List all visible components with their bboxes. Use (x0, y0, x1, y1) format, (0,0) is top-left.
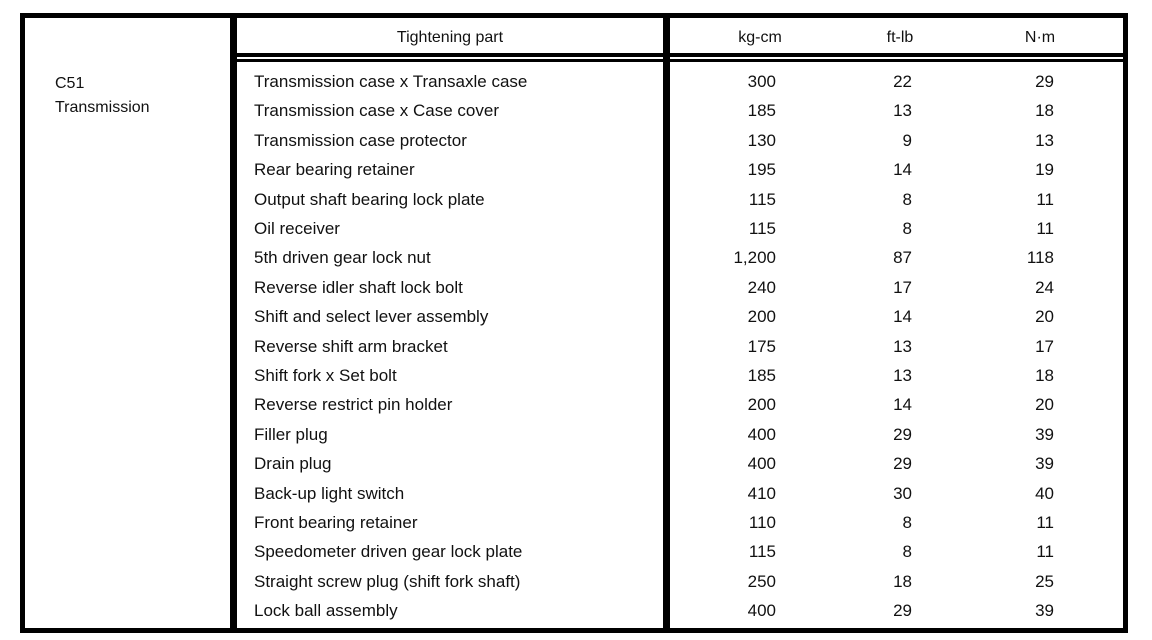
part-cell: Rear bearing retainer (254, 160, 415, 180)
kg-cm-cell: 115 (748, 542, 776, 562)
table-row (0, 425, 1152, 454)
part-cell: Shift fork x Set bolt (254, 366, 397, 385)
n-m-cell: 118 (1026, 248, 1054, 268)
kg-cm-cell: 200 (747, 395, 776, 415)
table-row (0, 219, 1152, 248)
table-row (0, 278, 1152, 307)
ft-lb-cell: 22 (893, 72, 912, 91)
kg-cm-cell: 130 (747, 130, 776, 150)
n-m-cell: 20 (1035, 307, 1054, 327)
kg-cm-cell: 115 (748, 189, 776, 209)
kg-cm-cell: 185 (747, 101, 776, 121)
part-cell: Reverse restrict pin holder (254, 395, 453, 415)
kg-cm-cell: 185 (747, 366, 776, 385)
header-part: Tightening part (396, 29, 504, 46)
ft-lb-cell: 87 (893, 248, 912, 268)
n-m-cell: 17 (1035, 336, 1054, 356)
ft-lb-cell: 14 (893, 395, 912, 415)
header-underline-2 (237, 59, 1123, 62)
n-m-cell: 11 (1036, 542, 1054, 562)
table-row (0, 307, 1152, 336)
table-row (0, 572, 1152, 601)
kg-cm-cell: 200 (747, 307, 776, 327)
part-cell: Back-up light switch (254, 483, 405, 503)
kg-cm-cell: 410 (747, 483, 776, 503)
table-row (0, 72, 1152, 101)
table-row (0, 601, 1152, 630)
n-m-cell: 11 (1036, 189, 1054, 209)
part-cell: Lock ball assembly (254, 601, 398, 621)
ft-lb-cell: 8 (902, 542, 912, 562)
kg-cm-cell: 115 (748, 219, 776, 238)
kg-cm-cell: 240 (747, 277, 776, 297)
table-row (0, 542, 1152, 571)
n-m-cell: 39 (1035, 454, 1054, 474)
header-kg-cm: kg-cm (738, 29, 782, 46)
kg-cm-cell: 300 (747, 72, 776, 91)
ft-lb-cell: 29 (893, 454, 912, 474)
part-cell: Reverse shift arm bracket (254, 336, 448, 356)
kg-cm-cell: 400 (747, 454, 776, 474)
kg-cm-cell: 400 (747, 601, 776, 621)
n-m-cell: 20 (1035, 395, 1054, 415)
category-name: Transmission (55, 99, 150, 116)
kg-cm-cell: 195 (747, 160, 776, 180)
header-n-m: N·m (1024, 29, 1056, 46)
n-m-cell: 19 (1035, 160, 1054, 180)
part-cell: Transmission case x Case cover (254, 101, 500, 121)
table-row (0, 190, 1152, 219)
n-m-cell: 24 (1035, 277, 1054, 297)
table-row (0, 513, 1152, 542)
ft-lb-cell: 29 (893, 424, 912, 444)
table-row (0, 484, 1152, 513)
ft-lb-cell: 18 (893, 571, 912, 591)
part-cell: Output shaft bearing lock plate (254, 189, 485, 209)
part-cell: Front bearing retainer (254, 513, 418, 532)
ft-lb-cell: 17 (893, 277, 912, 297)
category-code: C51 (55, 75, 85, 92)
part-cell: Oil receiver (254, 219, 340, 238)
table-row (0, 395, 1152, 424)
ft-lb-cell: 14 (893, 160, 912, 180)
n-m-cell: 11 (1036, 219, 1054, 238)
ft-lb-cell: 29 (893, 601, 912, 621)
n-m-cell: 39 (1035, 424, 1054, 444)
header-ft-lb: ft-lb (886, 29, 914, 46)
n-m-cell: 18 (1035, 101, 1054, 121)
header-underline (237, 53, 1123, 57)
n-m-cell: 13 (1035, 130, 1054, 150)
part-cell: Reverse idler shaft lock bolt (254, 277, 463, 297)
table-row (0, 248, 1152, 277)
kg-cm-cell: 1,200 (733, 248, 776, 268)
n-m-cell: 11 (1036, 513, 1054, 532)
table-row (0, 337, 1152, 366)
ft-lb-cell: 9 (902, 130, 912, 150)
ft-lb-cell: 13 (893, 101, 912, 121)
part-cell: Transmission case x Transaxle case (254, 72, 528, 91)
kg-cm-cell: 400 (747, 424, 776, 444)
table-row (0, 131, 1152, 160)
n-m-cell: 18 (1035, 366, 1054, 385)
ft-lb-cell: 14 (893, 307, 912, 327)
part-cell: Transmission case protector (254, 130, 467, 150)
table-row (0, 160, 1152, 189)
kg-cm-cell: 250 (747, 571, 776, 591)
n-m-cell: 29 (1035, 72, 1054, 91)
part-cell: Drain plug (254, 454, 332, 474)
part-cell: Shift and select lever assembly (254, 307, 489, 327)
ft-lb-cell: 13 (893, 336, 912, 356)
table-row (0, 366, 1152, 395)
part-cell: 5th driven gear lock nut (254, 248, 431, 268)
part-cell: Straight screw plug (shift fork shaft) (254, 571, 521, 591)
part-cell: Filler plug (254, 424, 328, 444)
part-cell: Speedometer driven gear lock plate (254, 542, 523, 562)
n-m-cell: 40 (1035, 483, 1054, 503)
table-row (0, 454, 1152, 483)
n-m-cell: 25 (1035, 571, 1054, 591)
kg-cm-cell: 110 (748, 513, 776, 532)
n-m-cell: 39 (1035, 601, 1054, 621)
ft-lb-cell: 8 (902, 513, 912, 532)
ft-lb-cell: 30 (893, 483, 912, 503)
ft-lb-cell: 13 (893, 366, 912, 385)
ft-lb-cell: 8 (902, 219, 912, 238)
ft-lb-cell: 8 (902, 189, 912, 209)
table-row (0, 101, 1152, 130)
kg-cm-cell: 175 (747, 336, 776, 356)
